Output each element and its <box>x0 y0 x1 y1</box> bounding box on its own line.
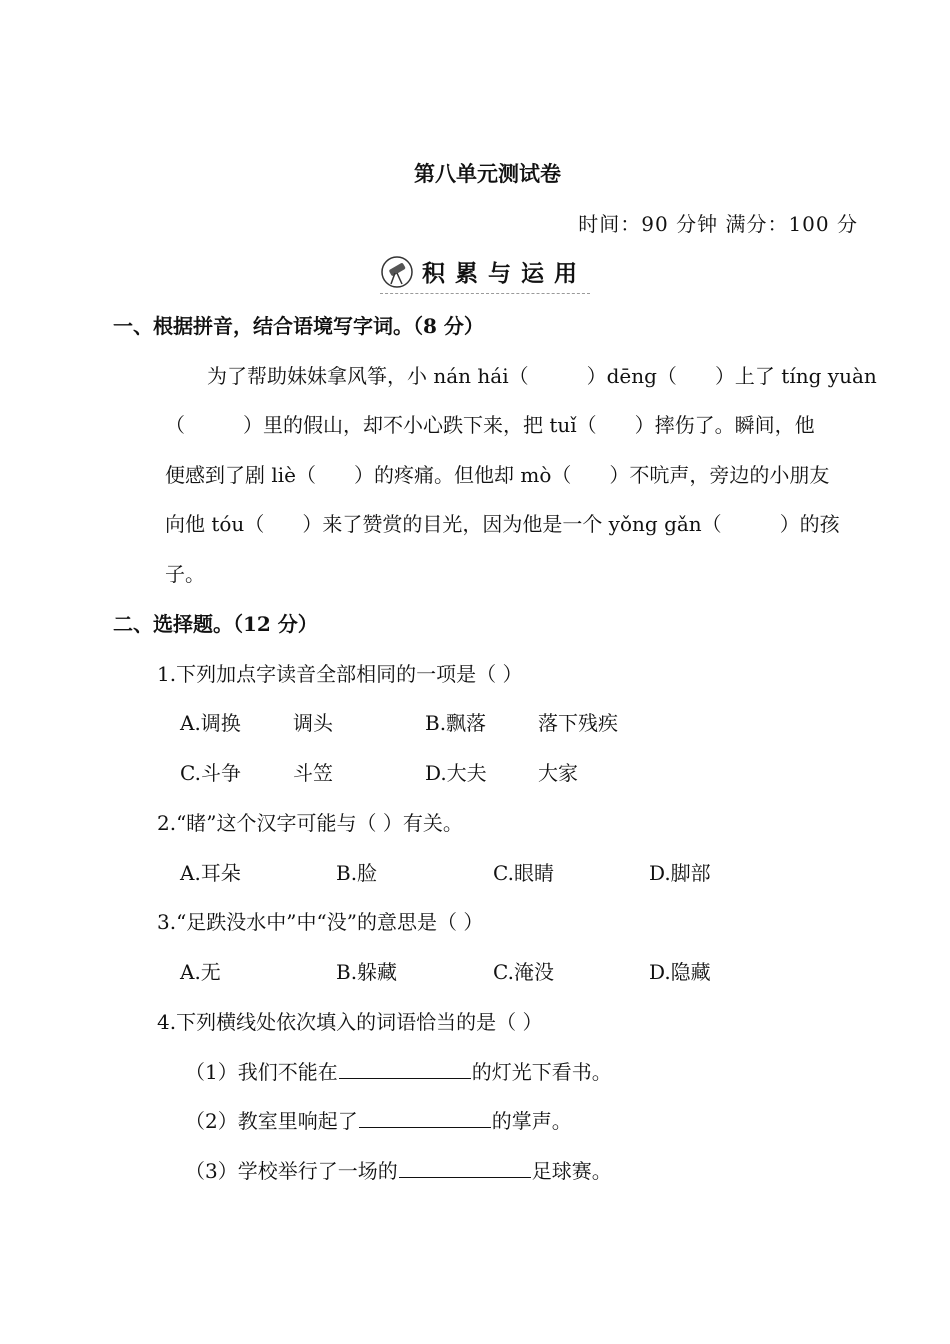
question-3: 3.“足跌没水中”中“没”的意思是（ ） <box>157 910 484 934</box>
q4-sentence-2: （2）教室里响起了 的掌声。 <box>185 1109 572 1133</box>
telescope-icon <box>380 255 414 289</box>
q1-option-a: A.调换 <box>180 711 241 735</box>
q1-option-b: B.飘落 <box>425 711 487 735</box>
section-banner <box>380 253 590 294</box>
q3-option-a: A.无 <box>180 960 221 984</box>
question-1: 1.下列加点字读音全部相同的一项是（ ） <box>157 662 523 686</box>
q2-option-b: B.脸 <box>336 861 378 885</box>
q3-option-b: B.躲藏 <box>336 960 398 984</box>
banner-text: 积累与运用 <box>422 261 587 287</box>
page-title: 第八单元测试卷 <box>414 161 561 186</box>
q2-option-d: D.脚部 <box>649 861 711 885</box>
section2-heading: 二、选择题。（12 分） <box>113 612 318 636</box>
exam-meta: 时间：90 分钟 满分：100 分 <box>578 212 858 236</box>
q2-option-a: A.耳朵 <box>180 861 241 885</box>
section1-line5: 子。 <box>165 562 205 586</box>
section1-heading: 一、根据拼音，结合语境写字词。（8 分） <box>113 314 484 338</box>
section1-line2: （ ）里的假山，却不小心跌下来，把 tuǐ（ ）摔伤了。瞬间，他 <box>165 413 815 437</box>
q1-option-d: D.大夫 <box>425 761 487 785</box>
q4-sentence-1: （1）我们不能在 的灯光下看书。 <box>185 1060 612 1084</box>
q1-option-a2: 调头 <box>293 711 333 735</box>
question-2: 2.“睹”这个汉字可能与（ ）有关。 <box>157 811 463 835</box>
q3-option-d: D.隐藏 <box>649 960 711 984</box>
q1-option-c2: 斗笠 <box>293 761 333 785</box>
q2-option-c: C.眼睛 <box>493 861 554 885</box>
q4-sentence-3: （3）学校举行了一场的 足球赛。 <box>185 1159 612 1183</box>
section1-line1: 为了帮助妹妹拿风筝，小 nán hái（ ）dēng（ ）上了 tíng yuàn <box>207 364 877 388</box>
q1-option-c: C.斗争 <box>180 761 241 785</box>
q4-blank-1[interactable] <box>339 1077 471 1079</box>
q3-option-c: C.淹没 <box>493 960 554 984</box>
section1-line4: 向他 tóu（ ）来了赞赏的目光，因为他是一个 yǒng gǎn（ ）的孩 <box>165 512 840 536</box>
q4-blank-2[interactable] <box>359 1126 491 1128</box>
q1-option-d2: 大家 <box>538 761 578 785</box>
section1-line3: 便感到了剧 liè（ ）的疼痛。但他却 mò（ ）不吭声，旁边的小朋友 <box>165 463 830 487</box>
question-4: 4.下列横线处依次填入的词语恰当的是（ ） <box>157 1010 543 1034</box>
q4-blank-3[interactable] <box>399 1176 531 1178</box>
q1-option-b2: 落下残疾 <box>538 711 618 735</box>
